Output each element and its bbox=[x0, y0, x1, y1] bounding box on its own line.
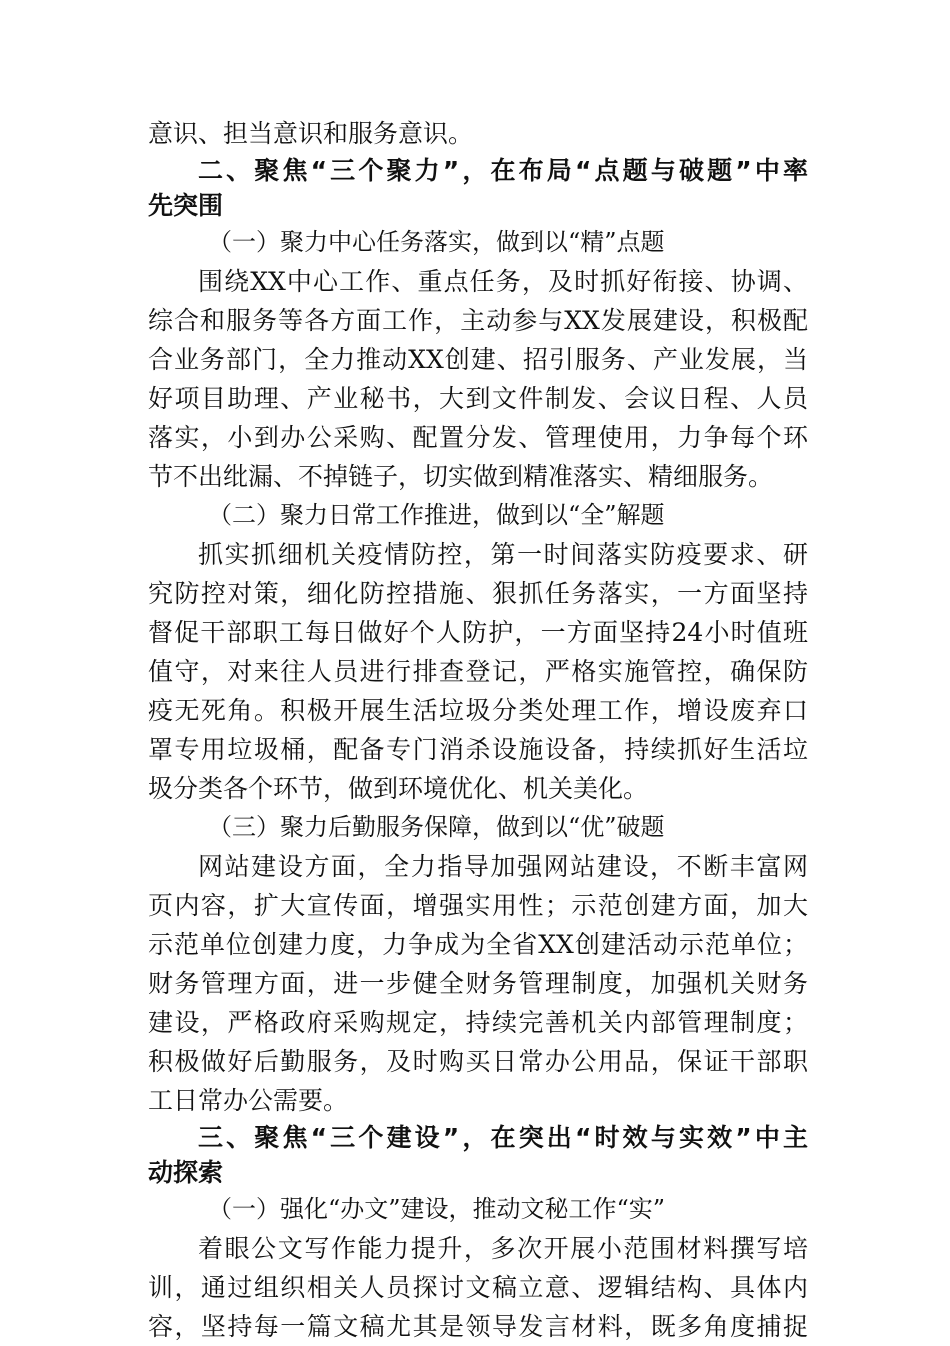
paragraph-line: 训，通过组织相关人员探讨文稿立意、逻辑结构、具体内 bbox=[148, 1273, 808, 1302]
paragraph-line: 示范单位创建力度，力争成为全省XX创建活动示范单位； bbox=[148, 930, 808, 959]
subsection-heading: （一）强化“办文”建设，推动文秘工作“实” bbox=[208, 1195, 666, 1223]
paragraph-line: 综合和服务等各方面工作，主动参与XX发展建设，积极配 bbox=[148, 306, 808, 335]
document-body bbox=[148, 114, 808, 1346]
text-line: 意识、担当意识和服务意识。 bbox=[148, 119, 474, 148]
section-heading-continued: 动探索 bbox=[148, 1158, 224, 1187]
paragraph-line: 究防控对策，细化防控措施、狠抓任务落实，一方面坚持 bbox=[148, 579, 808, 608]
paragraph-line: 节不出纰漏、不掉链子，切实做到精准落实、精细服务。 bbox=[148, 462, 774, 491]
section-heading-continued: 先突围 bbox=[148, 191, 224, 220]
paragraph-line: 值守，对来往人员进行排查登记，严格实施管控，确保防 bbox=[148, 657, 808, 686]
paragraph-line: 疫无死角。积极开展生活垃圾分类处理工作，增设废弃口 bbox=[148, 696, 808, 725]
paragraph-line: 着眼公文写作能力提升，多次开展小范围材料撰写培 bbox=[198, 1234, 808, 1263]
paragraph-line: 积极做好后勤服务，及时购买日常办公用品，保证干部职 bbox=[148, 1047, 808, 1076]
paragraph-line: 合业务部门，全力推动XX创建、招引服务、产业发展，当 bbox=[148, 345, 808, 374]
paragraph-line: 建设，严格政府采购规定，持续完善机关内部管理制度； bbox=[148, 1008, 808, 1037]
paragraph-line: 工日常办公需要。 bbox=[148, 1086, 349, 1115]
paragraph-line: 抓实抓细机关疫情防控，第一时间落实防疫要求、研 bbox=[198, 540, 808, 569]
paragraph-line: 落实，小到办公采购、配置分发、管理使用，力争每个环 bbox=[148, 423, 808, 452]
paragraph-line: 好项目助理、产业秘书，大到文件制发、会议日程、人员 bbox=[148, 384, 808, 413]
paragraph-line: 网站建设方面，全力指导加强网站建设，不断丰富网 bbox=[198, 852, 808, 881]
paragraph-line: 容，坚持每一篇文稿尤其是领导发言材料，既多角度捕捉 bbox=[148, 1312, 808, 1341]
section-heading: 二、聚焦“三个聚力”，在布局“点题与破题”中率 bbox=[198, 156, 808, 185]
paragraph-line: 页内容，扩大宣传面，增强实用性；示范创建方面，加大 bbox=[148, 891, 808, 920]
subsection-heading: （二）聚力日常工作推进，做到以“全”解题 bbox=[208, 501, 665, 529]
subsection-heading: （一）聚力中心任务落实，做到以“精”点题 bbox=[208, 228, 665, 256]
paragraph-line: 督促干部职工每日做好个人防护，一方面坚持24小时值班 bbox=[148, 618, 808, 647]
section-heading: 三、聚焦“三个建设”，在突出“时效与实效”中主 bbox=[198, 1123, 808, 1152]
subsection-heading: （三）聚力后勤服务保障，做到以“优”破题 bbox=[208, 813, 665, 841]
paragraph-line: 财务管理方面，进一步健全财务管理制度，加强机关财务 bbox=[148, 969, 808, 998]
paragraph-line: 圾分类各个环节，做到环境优化、机关美化。 bbox=[148, 774, 649, 803]
paragraph-line: 罩专用垃圾桶，配备专门消杀设施设备，持续抓好生活垃 bbox=[148, 735, 808, 764]
paragraph-line: 围绕XX中心工作、重点任务，及时抓好衔接、协调、 bbox=[198, 267, 808, 296]
